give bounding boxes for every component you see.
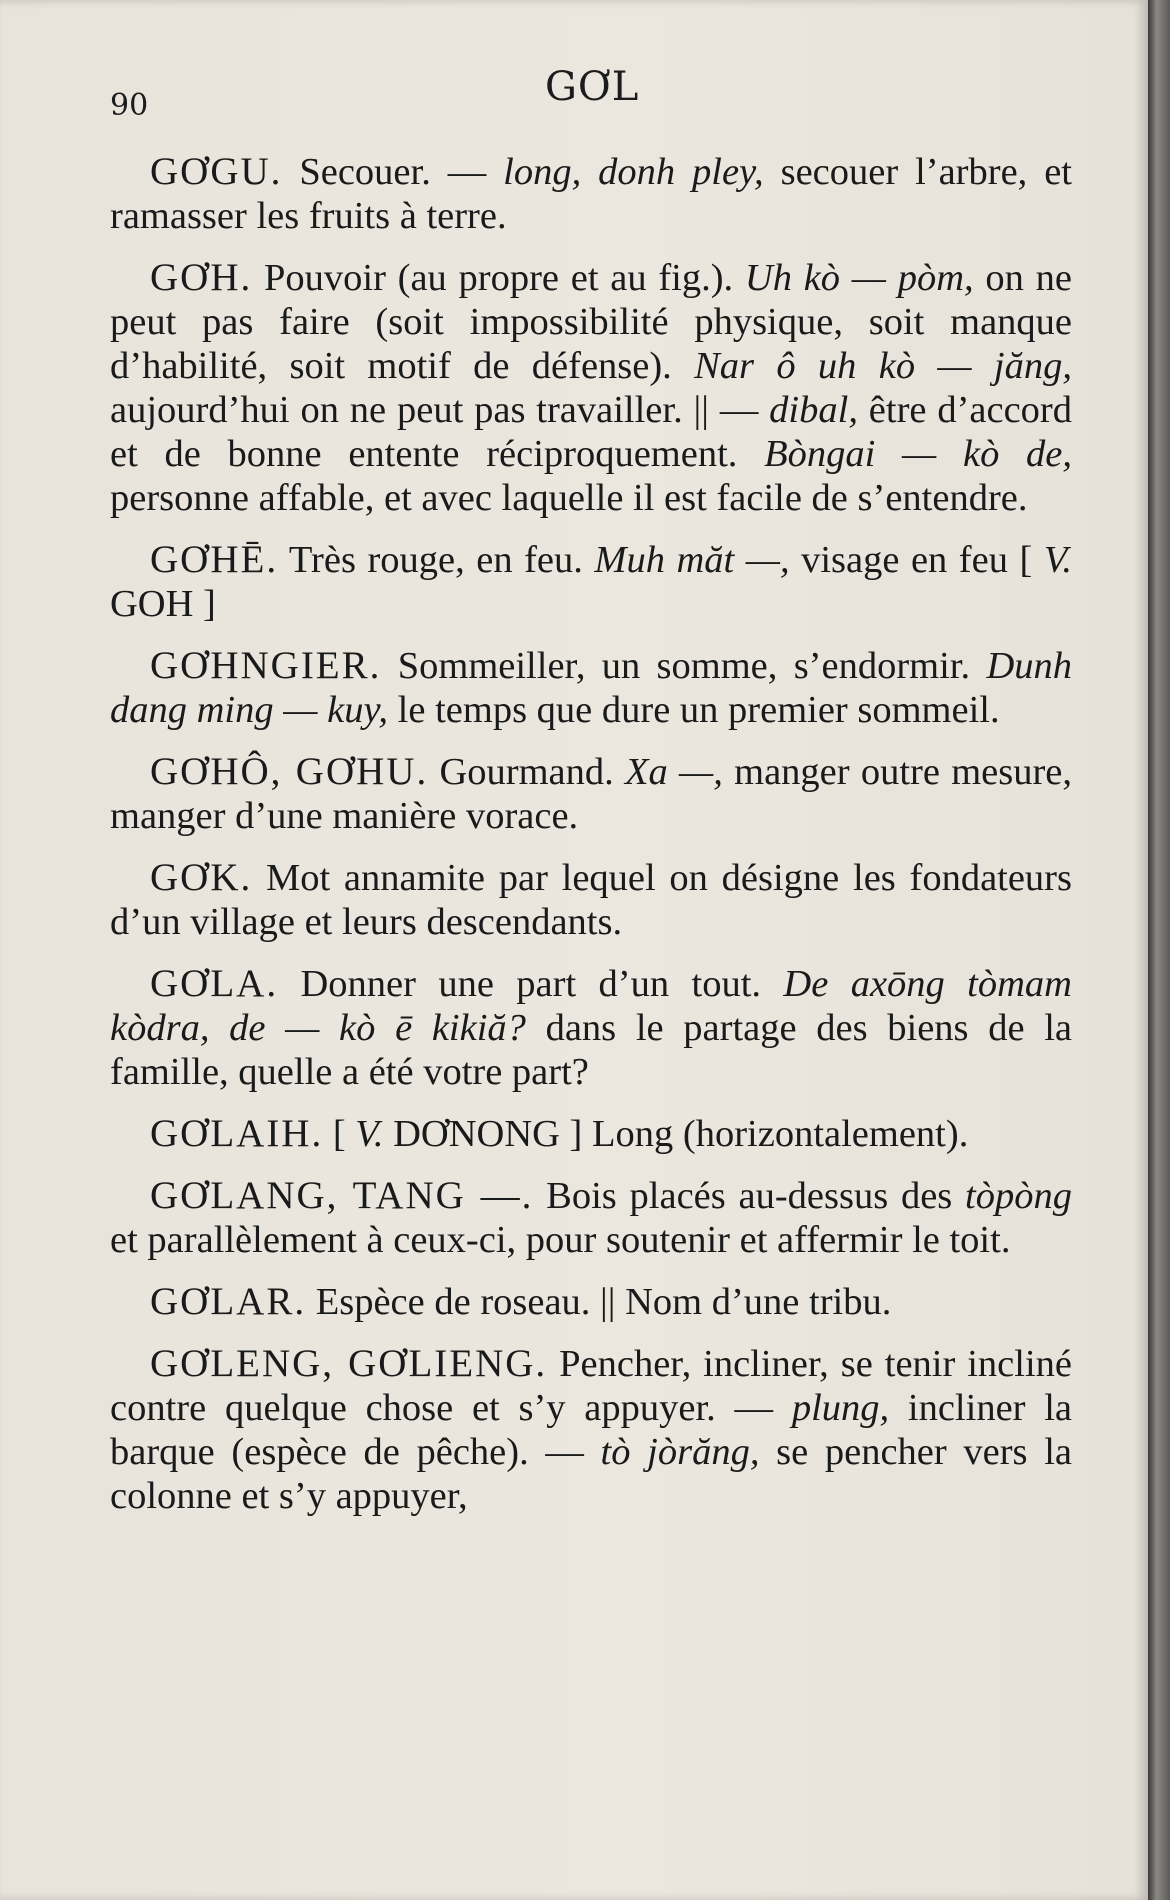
entry-example-italic: Xa —, [625,751,723,793]
entry-definition-text: visage en feu [ [789,539,1044,581]
entry-example-italic: V. [1043,539,1072,581]
dictionary-entry [110,538,1072,626]
entry-headword: GƠGU. [150,150,283,193]
dictionary-entry [110,750,1072,838]
entry-headword: GƠK. [150,856,253,899]
entry-definition-text: Très rouge, en feu. [278,539,595,581]
dictionary-entry [110,256,1072,520]
entry-definition-text: le temps que dure un premier sommeil. [388,689,1000,731]
entry-example-italic: Uh kò — pòm, [744,257,974,299]
book-edge [1148,0,1170,1900]
entry-definition-text: Mot annamite par lequel on désigne les fondateurs d’un village et leurs descendants. [110,857,1072,943]
entry-definition-text: DƠNONG ] Long (horizontalement). [383,1113,969,1155]
entry-definition-text: Sommeiller, un somme, s’endormir. [381,645,987,687]
entry-headword: GƠH. [150,256,253,299]
dictionary-entry [110,150,1072,238]
entry-definition-text: [ [323,1113,356,1155]
entry-definition-text: dans le partage des biens de la famille, quelle a été votre part? [110,1007,1072,1093]
entry-definition-text: incliner la barque (espèce de pêche). — [110,1387,1073,1473]
entry-definition-text: être d’accord et de bonne entente réciproquement. [110,389,1072,475]
entry-definition-text: Espèce de roseau. || Nom d’une tribu. [306,1281,892,1323]
entry-example-italic: long, donh pley, [503,151,764,193]
entry-example-italic: tòpòng [965,1175,1072,1217]
dictionary-entry [110,1342,1072,1518]
dictionary-entry [110,1174,1072,1262]
entry-definition-text: aujourd’hui on ne peut pas travailler. || — [110,389,770,431]
entry-definition-text: et parallèlement à ceux-ci, pour soutenir et affermir le toit. [110,1219,1011,1261]
dictionary-entry [110,1112,1072,1156]
entry-example-italic: Dunh dang ming — kuy, [110,645,1072,731]
entry-example-italic: dibal, [769,389,858,431]
running-head: GƠL [545,64,640,110]
entry-definition-text: se pencher vers la colonne et s’y appuyer, [110,1431,1072,1517]
entry-definition-text: Pencher, incliner, se tenir incliné contre quelque chose et s’y appuyer. — [110,1343,1072,1429]
entry-definition-text: Secouer. — [282,151,504,193]
dictionary-entry [110,644,1072,732]
entry-headword: GƠLAIH. [150,1112,324,1155]
entry-definition-text: secouer l’arbre, et ramasser les fruits à terre. [110,151,1072,237]
page-number: 90 [110,88,149,123]
entry-headword: GƠHÔ, GƠHU. [150,750,429,793]
entry-headword: GƠLANG, TANG —. [150,1174,534,1217]
entry-example-italic: Muh măt —, [594,539,790,581]
entry-definition-text: Bois placés au-dessus des [533,1175,966,1217]
entry-headword: GƠHĒ. [150,538,279,581]
page-header [110,58,1080,123]
entry-example-italic: De axōng tòmam kòdra, de — kò ē kikiă? [110,963,1072,1049]
entry-definition-text: Donner une part d’un tout. [278,963,784,1005]
entry-headword: GƠLENG, GƠLIENG. [150,1342,548,1385]
entry-definition-text: personne affable, et avec laquelle il est facile de s’entendre. [110,477,1028,519]
entry-example-italic: Nar ô uh kò — jăng, [694,345,1072,387]
dictionary-entry [110,856,1072,944]
entry-headword: GƠHNGIER. [150,644,382,687]
entry-headword: GƠLAR. [150,1280,307,1323]
entry-example-italic: tò jòrăng, [600,1431,760,1473]
entry-definition-text: on ne peut pas faire (soit impossibilité physique, soit manque d’habilité, soit motif de défense). [110,257,1072,387]
entry-example-italic: V. [355,1113,384,1155]
entry-definition-text: Gourmand. [428,751,625,793]
entry-definition-text: manger outre mesure, manger d’une manière vorace. [110,751,1072,837]
entry-definition-text: Pouvoir (au propre et au fig.). [252,257,745,299]
dictionary-entry [110,962,1072,1094]
dictionary-entry [110,1280,1072,1324]
entry-headword: GƠLA. [150,962,279,1005]
entry-definition-text: GOH ] [110,583,216,625]
entry-example-italic: plung, [791,1387,890,1429]
entry-example-italic: Bòngai — kò de, [764,433,1072,475]
dictionary-entries [110,150,1072,1536]
